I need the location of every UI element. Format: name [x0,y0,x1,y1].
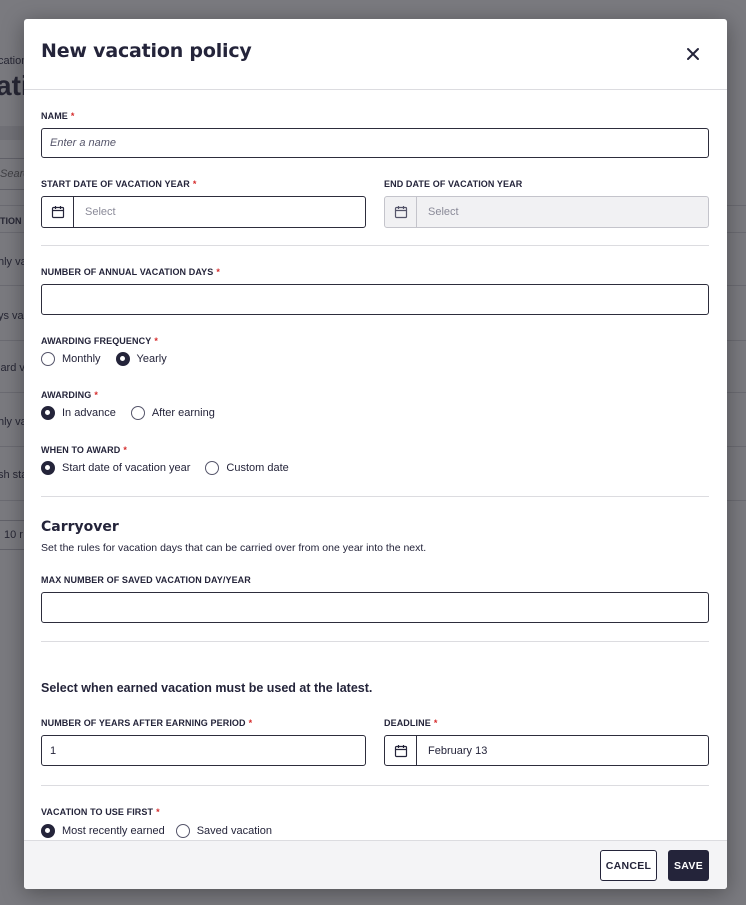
annual-days-input[interactable] [41,284,709,315]
end-date-placeholder: Select [428,206,459,218]
dialog-title: New vacation policy [41,40,252,62]
name-input[interactable]: Enter a name [41,128,709,158]
end-date-input [384,196,709,228]
start-date-input[interactable] [41,196,366,228]
radio-button[interactable] [41,352,55,366]
radio-button[interactable] [41,824,55,838]
section-divider [41,641,709,642]
radio-label: After earning [151,407,215,419]
required-marker: * [192,179,197,189]
radio-saved-vacation[interactable] [176,824,272,838]
awarding-label: AWARDING * [41,390,98,400]
max-saved-input[interactable] [41,592,709,623]
carryover-description: Set the rules for vacation days that can be carried over from one year into the next. [41,542,427,554]
carryover-title: Carryover [41,519,119,535]
radio-label: Custom date [226,462,289,474]
use-first-label: VACATION TO USE FIRST * [41,807,160,817]
deadline-label: DEADLINE * [384,718,438,728]
required-marker: * [248,718,253,728]
radio-start-date[interactable] [41,461,190,475]
cancel-button[interactable]: CANCEL [600,850,657,881]
awarding-frequency-group [41,352,182,366]
radio-label: In advance [62,407,116,419]
radio-label: Start date of vacation year [62,462,191,474]
radio-yearly[interactable] [116,352,167,366]
calendar-icon [42,197,74,227]
awarding-frequency-label: AWARDING FREQUENCY * [41,336,158,346]
dialog-header [24,19,727,90]
start-date-placeholder: Select [85,206,116,218]
deadline-value: February 13 [428,744,488,757]
required-marker: * [70,111,75,121]
required-marker: * [94,390,98,400]
close-icon [686,47,700,61]
radio-label: Yearly [136,353,167,365]
radio-label: Monthly [62,353,101,365]
deadline-input[interactable] [384,735,709,766]
required-marker: * [433,718,438,728]
required-marker: * [154,336,158,346]
radio-label: Saved vacation [196,825,272,837]
radio-monthly[interactable] [41,352,101,366]
section-divider [41,496,709,497]
radio-in-advance[interactable] [41,406,116,420]
when-to-award-label: WHEN TO AWARD * [41,445,127,455]
calendar-icon [385,197,417,227]
dialog-body [24,90,727,840]
radio-button[interactable] [41,406,55,420]
section-divider [41,245,709,246]
radio-button[interactable] [116,352,130,366]
use-first-group [41,824,287,838]
radio-button[interactable] [205,461,219,475]
close-button[interactable] [680,41,706,67]
radio-button[interactable] [131,406,145,420]
years-after-input[interactable]: 1 [41,735,366,766]
radio-custom-date[interactable] [205,461,288,475]
radio-most-recent[interactable] [41,824,165,838]
radio-after-earning[interactable] [131,406,215,420]
new-vacation-policy-dialog [24,19,727,889]
calendar-icon [385,736,417,765]
start-date-label: START DATE OF VACATION YEAR * [41,179,197,189]
max-saved-label: MAX NUMBER OF SAVED VACATION DAY/YEAR [41,575,251,585]
save-button[interactable]: SAVE [668,850,709,881]
end-date-label: END DATE OF VACATION YEAR [384,179,523,189]
annual-days-label: NUMBER OF ANNUAL VACATION DAYS * [41,267,220,277]
radio-button[interactable] [41,461,55,475]
required-marker: * [123,445,127,455]
dialog-footer [24,840,727,889]
when-to-award-group [41,461,304,475]
use-by-subtitle: Select when earned vacation must be used at the latest. [41,681,373,695]
radio-label: Most recently earned [62,825,165,837]
required-marker: * [216,267,220,277]
years-after-label: NUMBER OF YEARS AFTER EARNING PERIOD * [41,718,253,728]
section-divider [41,785,709,786]
radio-button[interactable] [176,824,190,838]
awarding-group [41,406,230,420]
name-label: NAME * [41,111,75,121]
required-marker: * [156,807,160,817]
